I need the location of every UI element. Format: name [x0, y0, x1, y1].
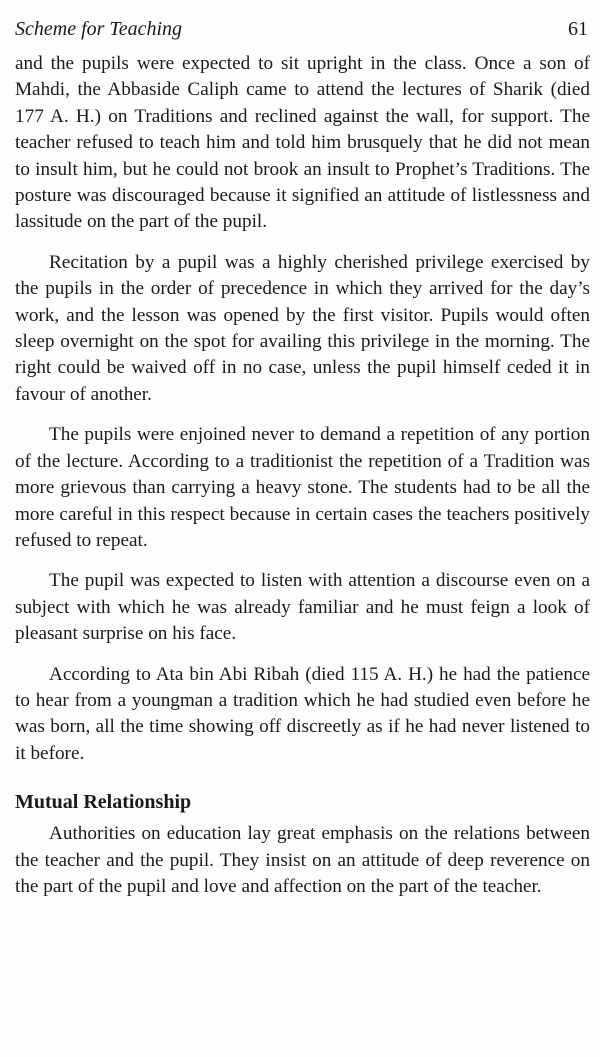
paragraph-ata-bin-abi-ribah: According to Ata bin Abi Ribah (died 115 A. H.) he had the patience to hear from a youngman a tradition which he had studied even before he was born, all the time showing off discreetly as if he had never listened to it before. — [15, 663, 590, 764]
section-heading: Mutual Relationship — [15, 791, 192, 814]
running-header-title: Scheme for Teaching — [15, 18, 183, 40]
paragraph-continued: and the pupils were expected to sit upright in the class. Once a son of Mahdi, the Abbaside Caliph came to attend the lectures of Sharik (died 177 A. H.) on Traditions and reclined against the wall, for support. The teacher refused to teach him and told him brusquely that he did not mean to insult him, but he could not brook an insult to Prophet’s Traditions. The posture was discouraged because it signified an attitude of listlessness and lassitude on the part of the pupil. — [15, 53, 590, 233]
paragraph-attention: The pupil was expected to listen with attention a discourse even on a subject with which he was already familiar and he must feign a look of pleasant surprise on his face. — [15, 570, 590, 645]
paragraph-recitation: Recitation by a pupil was a highly cherished privilege exercised by the pupils in the order of precedence in which they arrived for the day’s work, and the lesson was opened by the first visitor. Pupils would often sleep overnight on the spot for availing this privilege in the morning. The right could be waived off in no case, unless the pupil himself ceded it in favour of another. — [15, 251, 590, 405]
page-number: 61 — [568, 18, 588, 40]
paragraph-repetition: The pupils were enjoined never to demand a repetition of any portion of the lecture. According to a traditionist the repetition of a Tradition was more grievous than carrying a heavy stone. The students had to be all the more careful in this respect because in certain cases the teachers positively refused to repeat. — [15, 424, 590, 551]
running-header — [15, 18, 590, 48]
paragraph-mutual-relationship: Authorities on education lay great emphasis on the relations between the teacher and the pupil. They insist on an attitude of deep reverence on the part of the pupil and love and affection on the part of the teacher. — [15, 823, 590, 897]
